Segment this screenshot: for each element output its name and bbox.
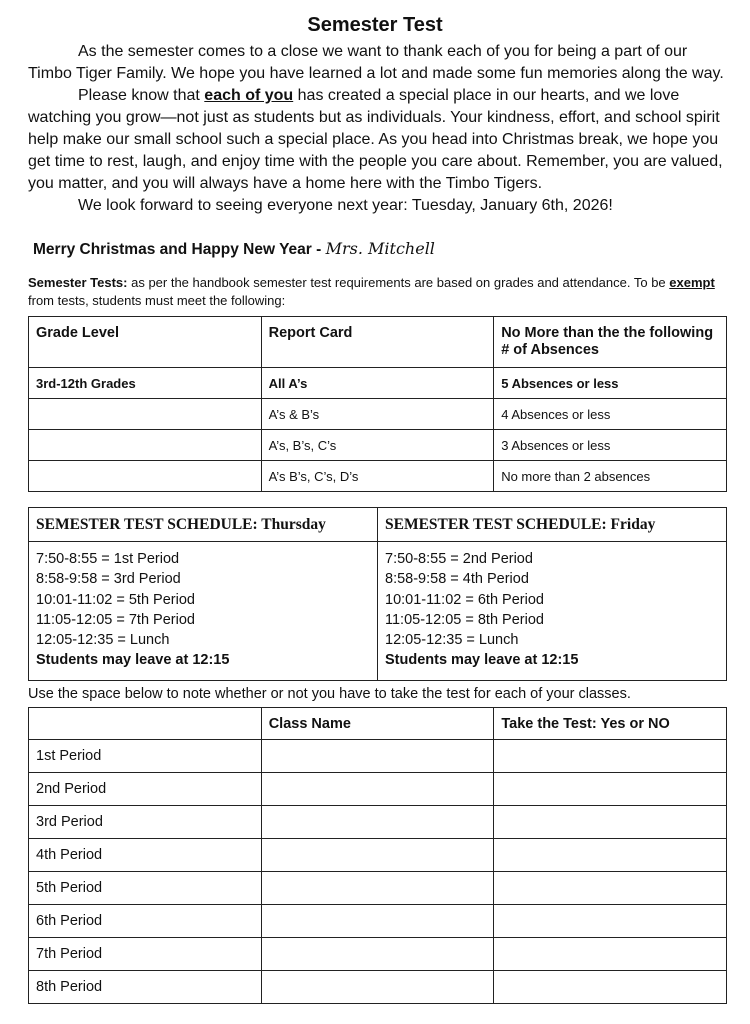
schedule-slot: 8:58-9:58 = 4th Period <box>385 571 529 588</box>
table-cell <box>29 461 262 492</box>
take-test-cell[interactable] <box>494 938 727 971</box>
period-label: 4th Period <box>29 839 262 872</box>
header-grade-level: Grade Level <box>29 317 262 368</box>
table-row <box>29 839 727 872</box>
table-cell: 3 Absences or less <box>494 430 727 461</box>
table-cell: No more than 2 absences <box>494 461 727 492</box>
letter-body <box>28 41 728 217</box>
table-cell: 3rd-12th Grades <box>29 368 262 399</box>
header-absences: No More than the the following # of Absences <box>494 317 727 368</box>
table-row <box>29 905 727 938</box>
thursday-schedule <box>29 542 378 681</box>
table-row <box>29 399 727 430</box>
header-period <box>29 708 262 740</box>
exemption-text: from tests, students must meet the following: <box>28 293 286 308</box>
table-row <box>29 368 727 399</box>
table-cell: A’s, B’s, C’s <box>261 430 494 461</box>
take-test-cell[interactable] <box>494 905 727 938</box>
schedule-slot: 8:58-9:58 = 3rd Period <box>36 571 181 588</box>
schedule-slot: 11:05-12:05 = 7th Period <box>36 611 195 628</box>
signature: Mrs. Mitchell <box>325 239 435 258</box>
class-tracker-table <box>28 707 727 1004</box>
class-name-cell[interactable] <box>261 773 494 806</box>
thursday-schedule-header: SEMESTER TEST SCHEDULE: Thursday <box>29 508 378 542</box>
friday-schedule-header: SEMESTER TEST SCHEDULE: Friday <box>378 508 727 542</box>
table-row <box>29 740 727 773</box>
class-name-cell[interactable] <box>261 740 494 773</box>
exempt-word: exempt <box>669 275 715 290</box>
friday-schedule <box>378 542 727 681</box>
header-take-test: Take the Test: Yes or NO <box>494 708 727 740</box>
letter-text: has created a special place in our hearts, and we love watching you grow—not just as students but as individuals. Your kindness, effort, and school spirit help make our small school such a special place. As you head into Christmas break, we hope you get time to rest, laugh, and enjoy time with the people you care about. Remember, you are valued, you matter, and you will always have a home here with the Timbo Tigers. <box>28 87 723 192</box>
letter-text: Please know that <box>78 87 205 104</box>
take-test-cell[interactable] <box>494 740 727 773</box>
exemption-table <box>28 316 727 492</box>
schedule-slot: 7:50-8:55 = 1st Period <box>36 551 180 567</box>
take-test-cell[interactable] <box>494 773 727 806</box>
table-cell: A’s & B’s <box>261 399 494 430</box>
table-row <box>29 971 727 1004</box>
letter-paragraph-2 <box>28 85 728 195</box>
schedule-slot: 10:01-11:02 = 5th Period <box>36 591 195 608</box>
class-name-cell[interactable] <box>261 938 494 971</box>
period-label: 2nd Period <box>29 773 262 806</box>
letter-paragraph-3: We look forward to seeing everyone next year: Tuesday, January 6th, 2026! <box>78 197 613 214</box>
schedule-slot: 12:05-12:35 = Lunch <box>36 632 170 649</box>
header-class-name: Class Name <box>261 708 494 740</box>
period-label: 5th Period <box>29 872 262 905</box>
tracker-instruction: Use the space below to note whether or not you have to take the test for each of your classes. <box>28 686 631 702</box>
period-label: 3rd Period <box>29 806 262 839</box>
take-test-cell[interactable] <box>494 971 727 1004</box>
signoff-text: Merry Christmas and Happy New Year - <box>33 241 326 258</box>
class-name-cell[interactable] <box>261 971 494 1004</box>
emphasis-each-of-you: each of you <box>204 87 294 104</box>
table-row <box>29 461 727 492</box>
period-label: 6th Period <box>29 905 262 938</box>
take-test-cell[interactable] <box>494 872 727 905</box>
schedule-slot: 11:05-12:05 = 8th Period <box>385 611 544 628</box>
period-label: 8th Period <box>29 971 262 1004</box>
period-label: 1st Period <box>29 740 262 773</box>
table-cell <box>29 399 262 430</box>
table-row <box>29 938 727 971</box>
exemption-text: as per the handbook semester test requirements are based on grades and attendance. To be <box>127 275 670 290</box>
table-row <box>29 430 727 461</box>
class-name-cell[interactable] <box>261 806 494 839</box>
table-row <box>29 872 727 905</box>
schedule-slot: 12:05-12:35 = Lunch <box>385 632 519 649</box>
exemption-lead: Semester Tests: <box>28 275 128 290</box>
take-test-cell[interactable] <box>494 806 727 839</box>
dismissal-note: Students may leave at 12:15 <box>385 652 579 669</box>
table-cell: 4 Absences or less <box>494 399 727 430</box>
schedule-slot: 7:50-8:55 = 2nd Period <box>385 551 533 567</box>
letter-paragraph-1: As the semester comes to a close we want to thank each of you for being a part of our Timbo Tiger Family. We hope you have learned a lot and made some fun memories along the way. <box>28 43 724 82</box>
dismissal-note: Students may leave at 12:15 <box>36 652 230 669</box>
table-cell: A’s B’s, C’s, D’s <box>261 461 494 492</box>
table-row <box>29 773 727 806</box>
class-name-cell[interactable] <box>261 905 494 938</box>
table-cell: 5 Absences or less <box>494 368 727 399</box>
page-title: Semester Test <box>307 14 443 36</box>
schedule-slot: 10:01-11:02 = 6th Period <box>385 591 544 608</box>
table-row <box>29 806 727 839</box>
header-report-card: Report Card <box>261 317 494 368</box>
period-label: 7th Period <box>29 938 262 971</box>
signoff <box>33 239 435 259</box>
table-cell <box>29 430 262 461</box>
test-schedule-table <box>28 507 727 681</box>
class-name-cell[interactable] <box>261 872 494 905</box>
class-name-cell[interactable] <box>261 839 494 872</box>
table-cell: All A’s <box>261 368 494 399</box>
exemption-intro <box>28 274 728 310</box>
take-test-cell[interactable] <box>494 839 727 872</box>
